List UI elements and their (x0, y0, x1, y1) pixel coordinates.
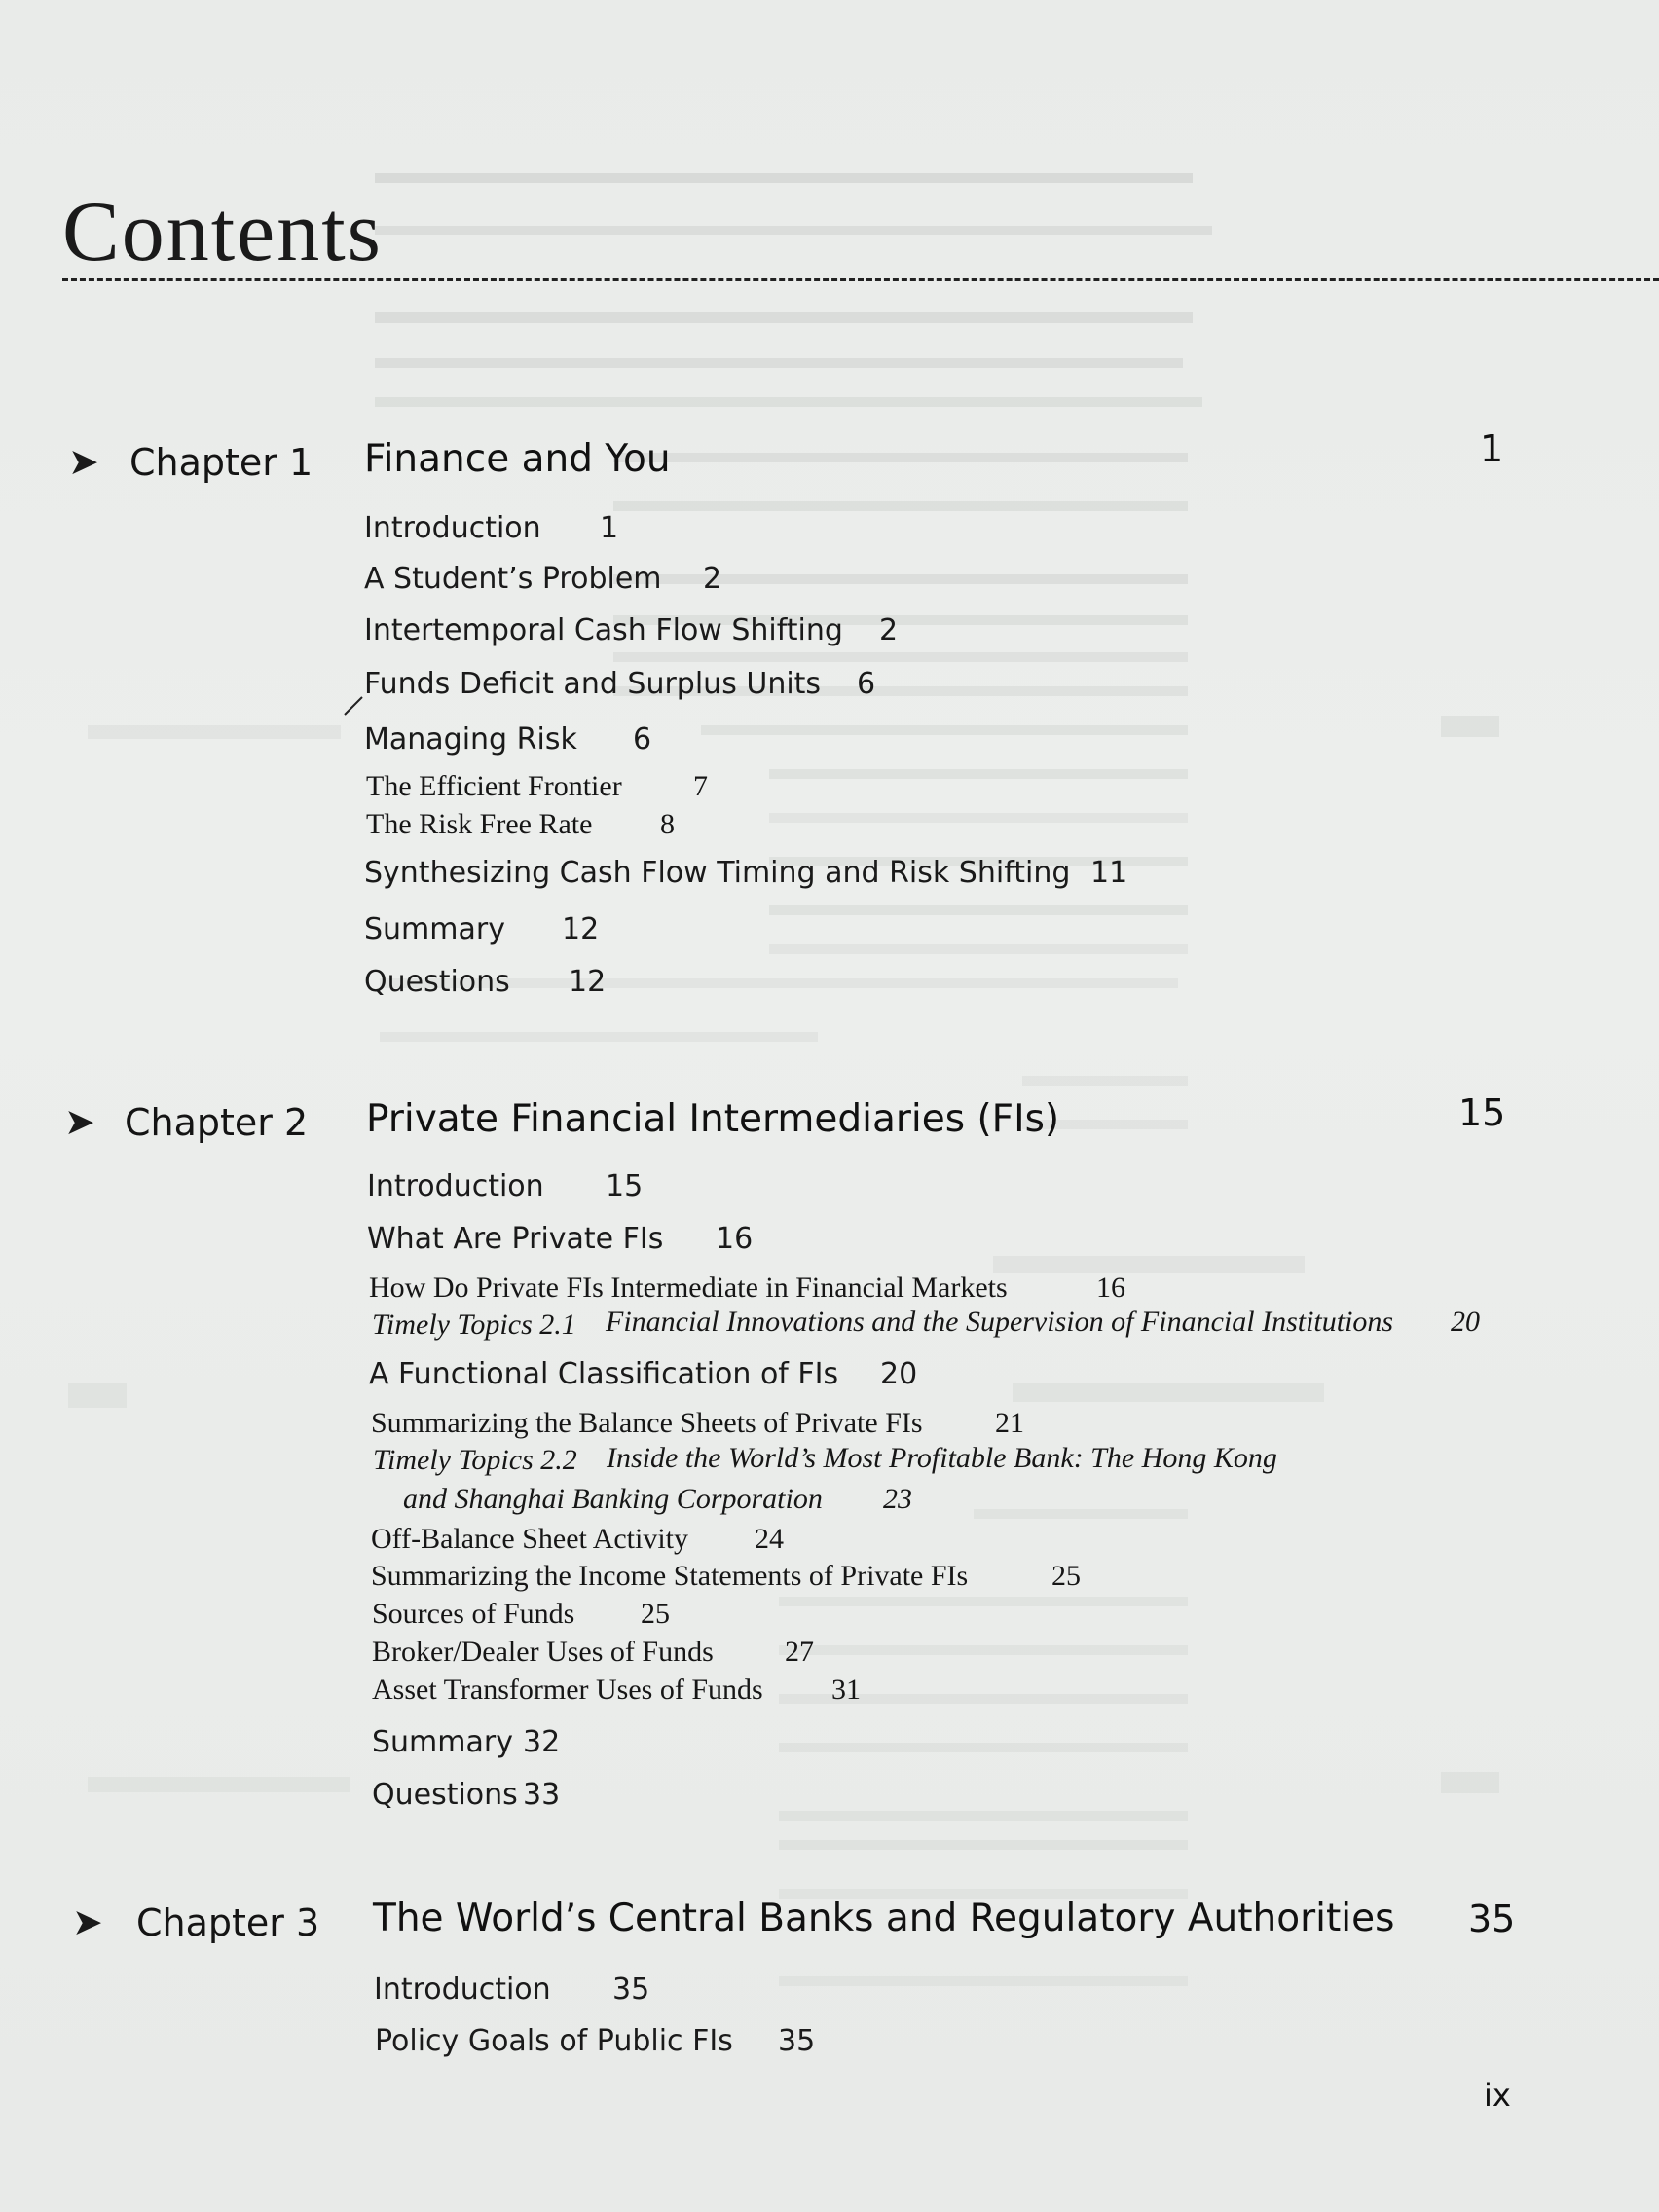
toc-page: 32 (523, 1725, 561, 1759)
toc-page: 16 (716, 1222, 754, 1256)
toc-entry: Summary (372, 1725, 513, 1759)
toc-page: 6 (633, 722, 652, 756)
chapter-page: 15 (1458, 1091, 1506, 1134)
toc-page: 15 (606, 1169, 644, 1203)
toc-entry: What Are Private FIs (367, 1222, 664, 1256)
toc-subentry: The Efficient Frontier (366, 770, 622, 802)
toc-page: 2 (879, 613, 899, 647)
toc-subentry: How Do Private FIs Intermediate in Financial Markets (369, 1272, 1008, 1304)
toc-page: 11 (1090, 856, 1128, 890)
toc-page: 33 (523, 1778, 561, 1812)
toc-page: 7 (693, 770, 708, 802)
chapter-arrow-icon: ➤ (68, 440, 99, 483)
toc-page: 20 (880, 1357, 918, 1391)
toc-entry: A Functional Classification of FIs (369, 1357, 839, 1391)
timely-topics-title: Financial Innovations and the Supervision of Financial Institutions (606, 1306, 1394, 1338)
toc-entry: Summary (364, 912, 505, 946)
chapter-label: Chapter 1 (129, 441, 313, 484)
toc-page: 6 (857, 667, 876, 701)
toc-entry: Funds Deficit and Surplus Units (364, 667, 822, 701)
page-title: Contents (62, 185, 383, 279)
toc-page: 16 (1096, 1272, 1125, 1304)
toc-entry: Intertemporal Cash Flow Shifting (364, 613, 843, 647)
timely-topics-label: Timely Topics 2.2 (373, 1444, 577, 1476)
chapter-title: Finance and You (364, 437, 671, 481)
toc-entry: Questions (364, 965, 510, 999)
pencil-mark-icon (343, 693, 366, 717)
toc-subentry: Broker/Dealer Uses of Funds (372, 1636, 714, 1668)
toc-subentry: Off-Balance Sheet Activity (371, 1523, 689, 1555)
toc-page: 25 (1051, 1560, 1081, 1592)
toc-entry: Policy Goals of Public FIs (375, 2024, 733, 2058)
toc-page: 35 (612, 1972, 650, 2007)
chapter-arrow-icon: ➤ (64, 1100, 95, 1143)
toc-subentry: Asset Transformer Uses of Funds (372, 1674, 763, 1706)
toc-page: 21 (995, 1407, 1024, 1439)
toc-entry: Managing Risk (364, 722, 577, 756)
toc-page: 27 (785, 1636, 814, 1668)
timely-topics-label: Timely Topics 2.1 (372, 1309, 576, 1341)
toc-subentry: Summarizing the Income Statements of Private FIs (371, 1560, 969, 1592)
toc-page: 35 (778, 2024, 816, 2058)
toc-page: 20 (1451, 1306, 1480, 1338)
toc-page: 2 (703, 562, 722, 596)
timely-topics-title: and Shanghai Banking Corporation (403, 1483, 823, 1515)
chapter-label: Chapter 3 (136, 1901, 320, 1944)
page-folio: ix (1484, 2077, 1511, 2114)
toc-page: 1 (600, 511, 619, 545)
toc-entry: Synthesizing Cash Flow Timing and Risk Shifting (364, 856, 1071, 890)
toc-entry: Introduction (367, 1169, 544, 1203)
chapter-page: 35 (1468, 1898, 1516, 1940)
toc-subentry: Sources of Funds (372, 1598, 575, 1630)
chapter-title: Private Financial Intermediaries (FIs) (366, 1097, 1060, 1141)
toc-subentry: Summarizing the Balance Sheets of Private FIs (371, 1407, 923, 1439)
chapter-label: Chapter 2 (125, 1101, 309, 1144)
toc-page: 25 (641, 1598, 670, 1630)
toc-subentry: The Risk Free Rate (366, 808, 593, 840)
chapter-arrow-icon: ➤ (72, 1900, 103, 1943)
toc-entry: Questions (372, 1778, 518, 1812)
toc-entry: Introduction (364, 511, 541, 545)
toc-entry: Introduction (374, 1972, 551, 2007)
title-dashed-rule (62, 278, 1659, 281)
toc-page: 12 (562, 912, 600, 946)
toc-page: 31 (831, 1674, 861, 1706)
toc-page: 12 (569, 965, 607, 999)
toc-page: 24 (755, 1523, 784, 1555)
toc-page: 23 (883, 1483, 912, 1515)
chapter-page: 1 (1480, 427, 1504, 470)
toc-entry: A Student’s Problem (364, 562, 662, 596)
toc-page: 8 (660, 808, 675, 840)
timely-topics-title: Inside the World’s Most Profitable Bank: The Hong Kong (607, 1442, 1277, 1474)
chapter-title: The World’s Central Banks and Regulatory Authorities (373, 1897, 1395, 1940)
